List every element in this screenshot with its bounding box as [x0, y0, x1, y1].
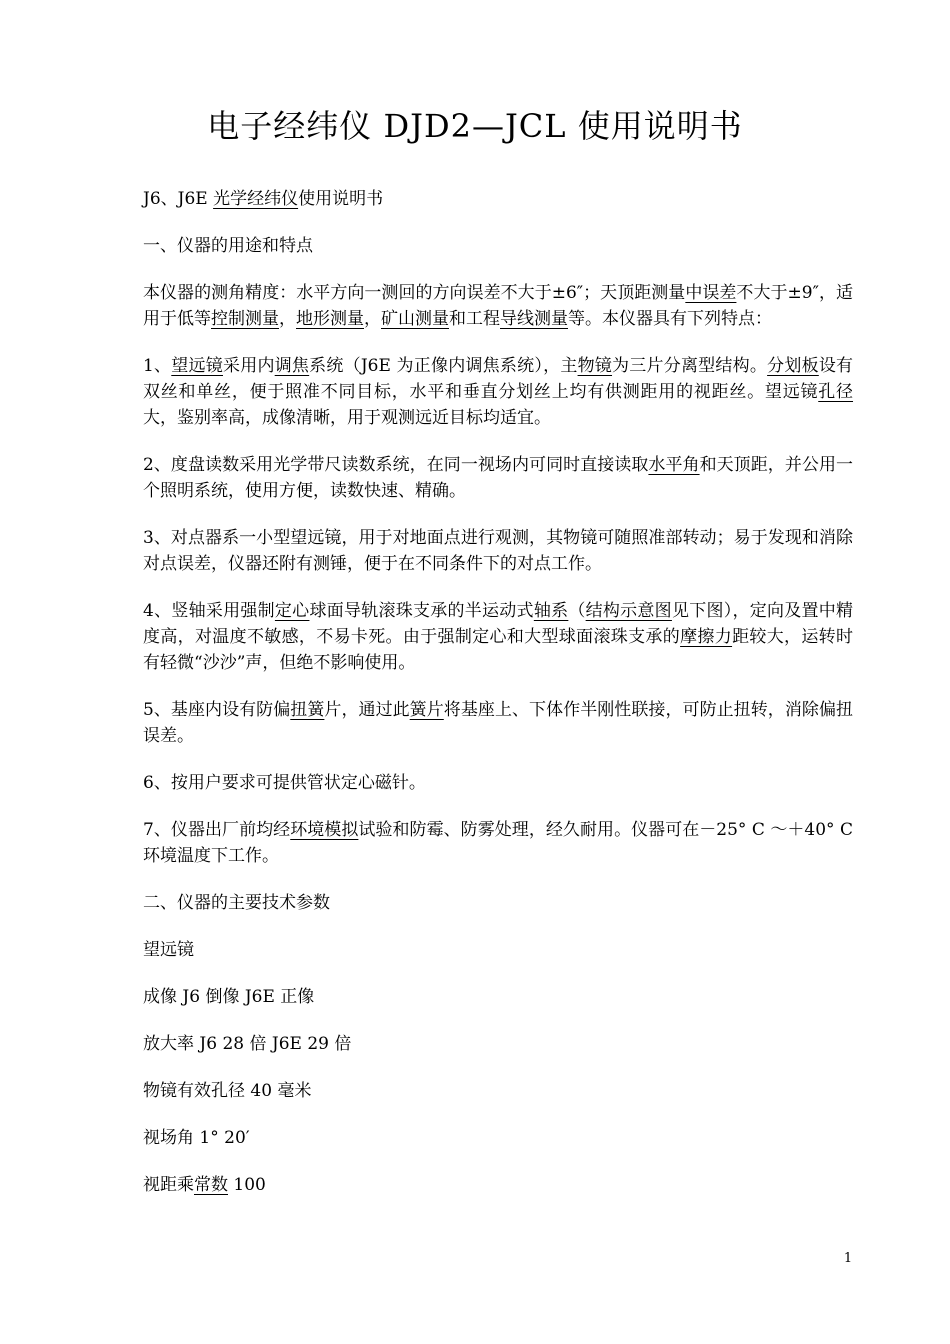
- paragraph: [143, 1125, 853, 1151]
- underlined-term: 定心: [274, 601, 310, 621]
- text-segment: 望远镜: [143, 940, 194, 960]
- text-segment: ，: [279, 309, 296, 329]
- document-title: 电子经纬仪 DJD2—JCL 使用说明书: [207, 107, 743, 145]
- paragraph: [143, 770, 853, 796]
- document-body: [143, 186, 853, 1198]
- paragraph: [143, 1172, 853, 1198]
- text-segment: 使用说明书: [298, 189, 384, 209]
- text-segment: 和天顶距，并公用一个照明系统，使用方便，读数快速、精确。: [143, 455, 854, 501]
- text-segment: 放大率 J6 28 倍 J6E 29 倍: [143, 1034, 352, 1054]
- paragraph: [143, 233, 853, 259]
- text-segment: 为三片分离型结构。: [612, 356, 768, 376]
- paragraph: [143, 817, 853, 869]
- underlined-term: 导线测量: [500, 309, 568, 329]
- text-segment: 成像 J6 倒像 J6E 正像: [143, 987, 315, 1007]
- underlined-term: 簧片: [409, 700, 444, 720]
- underlined-term: 物镜: [577, 356, 613, 376]
- paragraph: [143, 890, 853, 916]
- paragraph: [143, 1031, 853, 1057]
- text-segment: 设有双丝和单丝，便于照准不同目标，水平和垂直分划丝上均有供测距用的视距丝。望远镜: [143, 356, 854, 402]
- text-segment: 距较大，运转时有轻微“沙沙”声，但绝不影响使用。: [143, 627, 854, 673]
- text-segment: 5、基座内设有防偏: [143, 700, 291, 720]
- underlined-term: 孔径: [818, 382, 854, 402]
- paragraph: [143, 353, 853, 431]
- paragraph: [143, 186, 853, 212]
- text-segment: 6、按用户要求可提供管状定心磁针。: [143, 773, 426, 793]
- text-segment: 不大于±9″，适用于低等: [143, 283, 853, 329]
- text-segment: 二、仪器的主要技术参数: [143, 893, 330, 913]
- underlined-term: 望远镜: [171, 356, 223, 376]
- underlined-term: 扭簧: [290, 700, 325, 720]
- underlined-term: 调焦: [274, 356, 310, 376]
- text-segment: 2、度盘读数采用光学带尺读数系统，在同一视场内可同时直接读取: [143, 455, 649, 475]
- text-segment: J6、J6E: [143, 189, 214, 209]
- text-segment: 100: [228, 1175, 266, 1195]
- text-segment: 系统（J6E 为正像内调焦系统），主: [309, 356, 578, 376]
- text-segment: 本仪器的测角精度：水平方向一测回的方向误差不大于±6″；天顶距测量: [143, 283, 686, 303]
- text-segment: 视场角 1° 20′: [143, 1128, 250, 1148]
- text-segment: 见下图），定向及置中精度高，对温度不敏感，不易卡死。由于强制定心和大型球面滚珠支承的: [143, 601, 854, 647]
- text-segment: 3、对点器系一小型望远镜，用于对地面点进行观测，其物镜可随照准部转动；易于发现和消除对点误差，仪器还附有测锤，便于在不同条件下的对点工作。: [143, 528, 853, 574]
- paragraph: [143, 598, 853, 676]
- paragraph: [143, 984, 853, 1010]
- page-number: 1: [843, 1251, 853, 1266]
- text-segment: 物镜有效孔径 40 毫米: [143, 1081, 312, 1101]
- underlined-term: 结构示意图: [585, 601, 672, 621]
- text-segment: 大，鉴别率高，成像清晰，用于观测远近目标均适宜。: [143, 408, 551, 428]
- paragraph: [143, 280, 853, 332]
- underlined-term: 控制测量: [211, 309, 279, 329]
- text-segment: 采用内: [222, 356, 275, 376]
- underlined-term: 矿山测量: [381, 309, 449, 329]
- text-segment: 等。本仪器具有下列特点：: [568, 309, 772, 329]
- text-segment: 片，通过此: [324, 700, 410, 720]
- text-segment: （: [568, 601, 586, 621]
- text-segment: 1、: [143, 356, 172, 376]
- text-segment: 和工程: [449, 309, 500, 329]
- underlined-term: 水平角: [648, 455, 700, 475]
- paragraph: [143, 697, 853, 749]
- paragraph: [143, 937, 853, 963]
- paragraph: [143, 452, 853, 504]
- text-segment: 球面导轨滚珠支承的半运动式: [309, 601, 534, 621]
- underlined-term: 常数: [194, 1175, 228, 1195]
- text-segment: 一、仪器的用途和特点: [143, 236, 313, 256]
- underlined-term: 地形测量: [296, 309, 364, 329]
- paragraph: [143, 1078, 853, 1104]
- text-segment: 试验和防霉、防雾处理，经久耐用。仪器可在－25° C ～＋40° C 环境温度下工作。: [143, 820, 853, 866]
- text-segment: 将基座上、下体作半刚性联接，可防止扭转，消除偏扭误差。: [143, 700, 853, 746]
- text-segment: 7、仪器出厂前均经: [143, 820, 291, 840]
- underlined-term: 光学经纬仪: [213, 189, 299, 209]
- underlined-term: 中误差: [685, 283, 737, 303]
- underlined-term: 摩擦力: [680, 627, 733, 647]
- text-segment: 4、竖轴采用强制: [143, 601, 275, 621]
- underlined-term: 轴系: [533, 601, 569, 621]
- underlined-term: 分划板: [767, 356, 819, 376]
- paragraph: [143, 525, 853, 577]
- underlined-term: 环境模拟: [290, 820, 359, 840]
- text-segment: ，: [364, 309, 381, 329]
- text-segment: 视距乘: [143, 1175, 194, 1195]
